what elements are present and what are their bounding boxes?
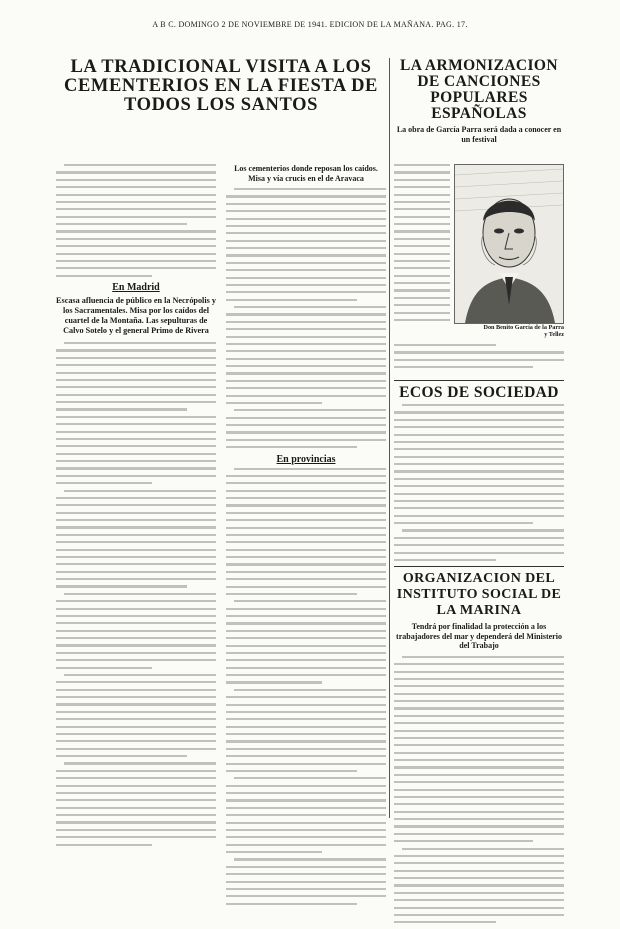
lead-paragraph (56, 164, 216, 277)
right-column (394, 58, 564, 818)
page-header: A B C. DOMINGO 2 DE NOVIEMBRE DE 1941. EDICION DE LA MAÑANA. PAG. 17. (152, 20, 468, 29)
aravaca-body-text (226, 188, 386, 448)
ecos-headline: ECOS DE SOCIEDAD (399, 384, 559, 401)
main-headline: LA TRADICIONAL VISITA A LOS CEMENTERIOS EN LA FIESTA DE TODOS LOS SANTOS (64, 57, 378, 115)
section-provincias: En provincias (276, 453, 336, 465)
portrait-caption: Don Benito García de la Parra y Tellez (483, 324, 564, 338)
article-column-right (226, 164, 386, 910)
madrid-deck: Escasa afluencia de público en la Necrópolis y los Sacramentales. Misa por los caídos del cuartel de la Montaña. Las sepulturas de Calvo Sotelo y el general Primo de Rivera (56, 296, 216, 335)
canciones-article-head (394, 58, 564, 149)
instituto-deck: Tendrá por finalidad la protección a los trabajadores del mar y dependerá del Ministerio del Trabajo (396, 622, 562, 651)
provincias-body-text (226, 468, 386, 905)
madrid-body-text (56, 342, 216, 846)
right-column-lower (394, 376, 564, 929)
main-article-body (56, 164, 386, 864)
canciones-deck: La obra de García Parra será dada a conocer en un festival (396, 125, 562, 144)
section-madrid: En Madrid (112, 282, 160, 293)
canciones-body-text (394, 164, 450, 326)
canciones-headline: LA ARMONIZACION DE CANCIONES POPULARES ESPAÑOLAS (399, 57, 558, 122)
canciones-body-continued (394, 344, 564, 374)
instituto-body-text (394, 656, 564, 924)
portrait-illustration (454, 164, 564, 324)
column-divider (389, 58, 390, 818)
ecos-body-text (394, 404, 564, 561)
main-article (56, 57, 386, 465)
article-column-left (56, 164, 216, 851)
aravaca-deck: Los cementerios donde reposan los caídos. Misa y vía crucis en el de Aravaca (234, 164, 378, 183)
instituto-headline: ORGANIZACION DEL INSTITUTO SOCIAL DE LA MARINA (396, 571, 562, 619)
